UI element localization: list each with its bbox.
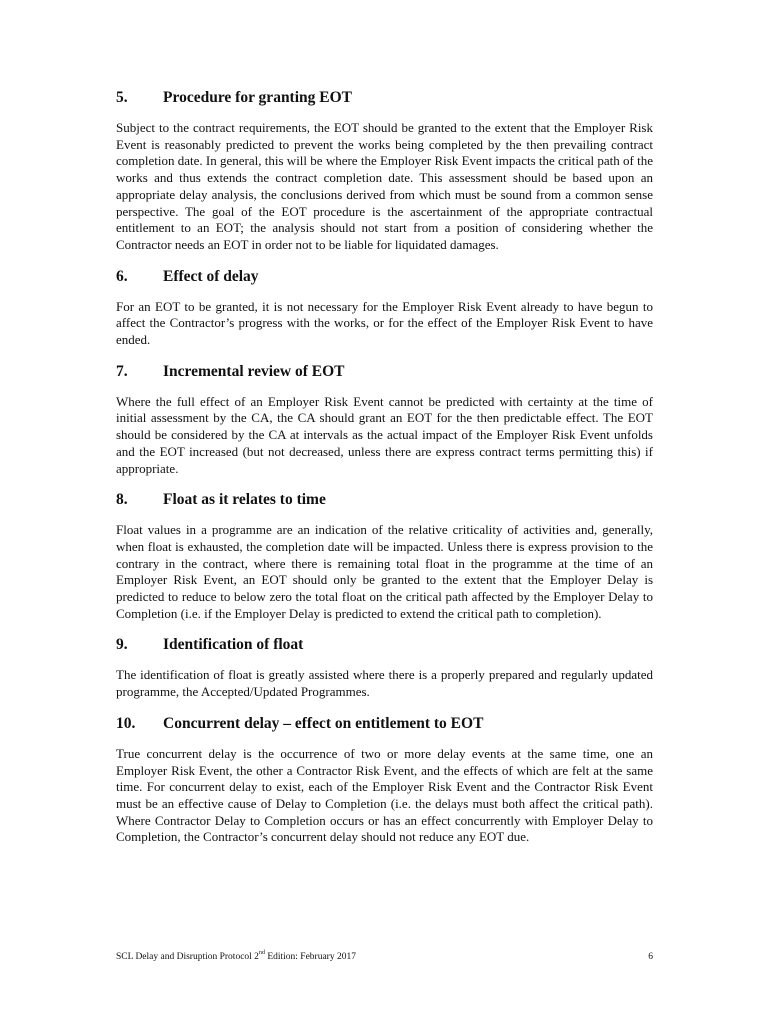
section-heading (116, 88, 653, 108)
section-8 (116, 490, 653, 622)
section-number: 5. (116, 89, 128, 106)
section-10 (116, 714, 653, 846)
section-heading (116, 362, 653, 382)
section-body: Float values in a programme are an indication of the relative criticality of activities and, generally, when float is exhausted, the completion date will be impacted. Unless there is express provision to the contrary in the contract, where there is remaining total float in the programme at the time of an Employer Risk Event, an EOT should only be granted to the extent that the Employer Delay is predicted to reduce to below zero the total float on the critical path affected by the Employer Delay to Completion (i.e. if the Employer Delay is predicted to extend the critical path to completion). (116, 522, 653, 621)
page-number: 6 (648, 952, 653, 962)
section-6 (116, 267, 653, 349)
section-9 (116, 635, 653, 700)
section-title: Procedure for granting EOT (163, 89, 353, 106)
section-title: Incremental review of EOT (163, 362, 345, 380)
section-heading (116, 267, 653, 287)
section-title: Effect of delay (163, 267, 259, 285)
section-number: 8. (116, 491, 128, 509)
section-7 (116, 362, 653, 478)
section-number: 10. (116, 714, 136, 732)
footer-title-prefix: SCL Delay and Disruption Protocol 2 (116, 952, 259, 962)
section-number: 9. (116, 636, 128, 654)
section-title: Float as it relates to time (163, 491, 326, 509)
section-5 (116, 88, 653, 254)
document-page (116, 84, 653, 859)
section-body: For an EOT to be granted, it is not necessary for the Employer Risk Event already to have begun to affect the Contractor’s progress with the works, or for the effect of the Employer Risk Event to have ended. (116, 298, 653, 348)
section-body: Subject to the contract requirements, the EOT should be granted to the extent that the Employer Risk Event is reasonably predicted to prevent the works being completed by the then prevailing contract completion date. In general, this will be where the Employer Risk Event impacts the critical path of the works and thus extends the contract completion date. This assessment should be based upon an appropriate delay analysis, the conclusions derived from which must be sound from a common sense perspective. The goal of the EOT procedure is the ascertainment of the appropriate contractual entitlement to an EOT; the analysis should not start from a position of considering whether the Contractor needs an EOT in order not to be liable for liquidated damages. (116, 120, 653, 252)
section-heading (116, 635, 653, 655)
footer-title-suffix: Edition: February 2017 (264, 952, 356, 962)
section-title: Concurrent delay – effect on entitlement to EOT (163, 714, 484, 732)
footer-document-title (116, 951, 356, 963)
section-heading (116, 490, 653, 510)
footer-edition-superscript: nd (258, 949, 265, 956)
section-number: 6. (116, 267, 128, 285)
section-number: 7. (116, 362, 128, 380)
section-body: The identification of float is greatly assisted where there is a properly prepared and regularly updated programme, the Accepted/Updated Programmes. (116, 667, 653, 700)
section-title: Identification of float (163, 636, 304, 654)
section-heading (116, 714, 653, 734)
section-body: Where the full effect of an Employer Risk Event cannot be predicted with certainty at the time of initial assessment by the CA, the CA should grant an EOT for the then predictable effect. The EOT should be considered by the CA at intervals as the actual impact of the Employer Risk Event unfolds and the EOT increased (but not decreased, unless there are express contract terms permitting this) if appropriate. (116, 393, 653, 476)
section-body: True concurrent delay is the occurrence of two or more delay events at the same time, one an Employer Risk Event, the other a Contractor Risk Event, and the effects of which are felt at the same time. For concurrent delay to exist, each of the Employer Risk Event and the Contractor Risk Event must be an effective cause of Delay to Completion (i.e. the delays must both affect the critical path). Where Contractor Delay to Completion occurs or has an effect concurrently with Employer Delay to Completion, the Contractor’s concurrent delay should not reduce any EOT due. (116, 745, 653, 845)
page-footer (116, 951, 653, 963)
